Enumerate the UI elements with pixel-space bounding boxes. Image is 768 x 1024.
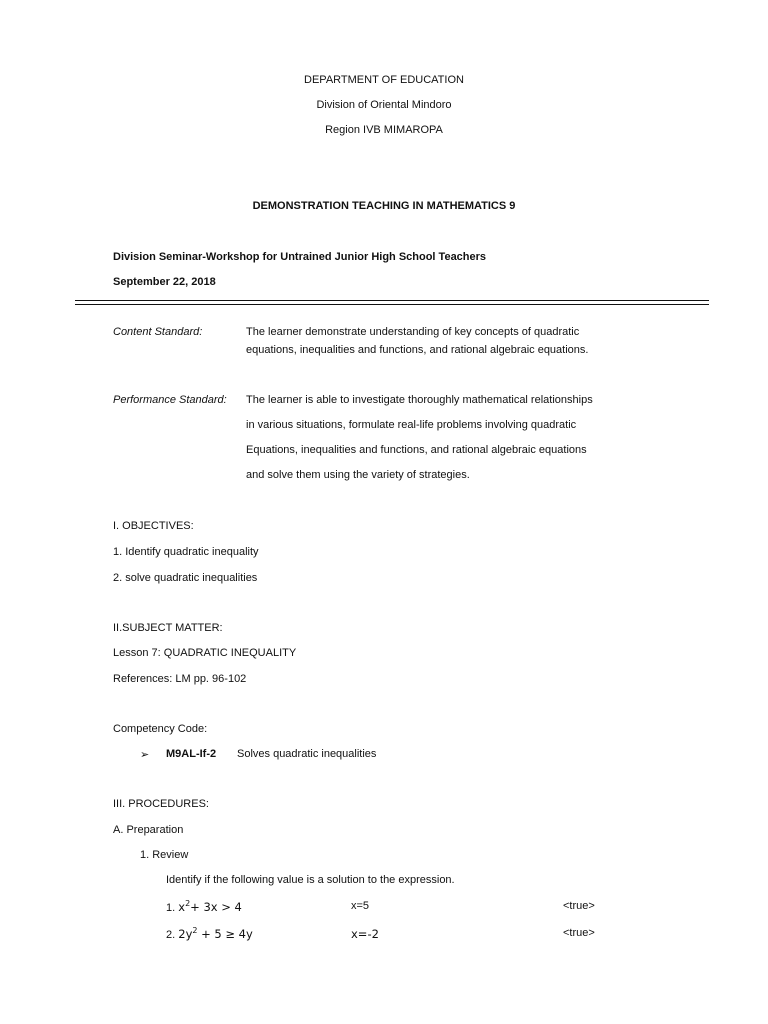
item-answer: <true> [563, 927, 595, 939]
item-value: x=-2 [351, 927, 379, 941]
item-value: x=5 [351, 900, 370, 912]
performance-standard-label: Performance Standard: [113, 394, 227, 406]
objectives-heading: I. OBJECTIVES: [113, 520, 194, 532]
objective-item: 1. Identify quadratic inequality [113, 546, 259, 558]
event-date: September 22, 2018 [113, 276, 216, 288]
performance-standard-line: The learner is able to investigate thoroughly mathematical relationships [246, 394, 593, 406]
section-preparation: A. Preparation [113, 824, 184, 836]
header-region: Region IVB MIMAROPA [325, 124, 443, 136]
review-instruction: Identify if the following value is a solution to the expression. [166, 874, 455, 886]
item-number: 1. [166, 902, 176, 914]
competency-code: M9AL-If-2 [166, 748, 217, 760]
content-standard-line: The learner demonstrate understanding of key concepts of quadratic [246, 326, 580, 338]
references: References: LM pp. 96-102 [113, 673, 247, 685]
item-expression: $2y^2 + 5 \ge 4y$ [178, 926, 253, 941]
item-number: 2. [166, 929, 176, 941]
divider-bottom [75, 304, 709, 305]
performance-standard-line: and solve them using the variety of strategies. [246, 469, 470, 481]
subject-matter-heading: II.SUBJECT MATTER: [113, 622, 223, 634]
lesson-title: Lesson 7: QUADRATIC INEQUALITY [113, 647, 297, 659]
header-division: Division of Oriental Mindoro [316, 99, 452, 111]
performance-standard-line: Equations, inequalities and functions, and rational algebraic equations [246, 444, 587, 456]
divider-top [75, 300, 709, 301]
item-expression: $x^2+ 3x > 4$ [178, 899, 242, 914]
header-department: DEPARTMENT OF EDUCATION [304, 74, 464, 86]
procedures-heading: III. PROCEDURES: [113, 798, 209, 810]
page-title: DEMONSTRATION TEACHING IN MATHEMATICS 9 [252, 200, 516, 212]
content-standard-line: equations, inequalities and functions, and rational algebraic equations. [246, 344, 589, 356]
objective-item: 2. solve quadratic inequalities [113, 572, 258, 584]
review-item [166, 927, 253, 941]
review-item [166, 900, 242, 914]
competency-text: Solves quadratic inequalities [237, 748, 377, 760]
event-name: Division Seminar-Workshop for Untrained Junior High School Teachers [113, 251, 487, 263]
step-review: 1. Review [140, 849, 189, 861]
bullet-arrow-icon: ➢ [140, 749, 150, 761]
content-standard-label: Content Standard: [113, 326, 203, 338]
competency-heading: Competency Code: [113, 723, 208, 735]
performance-standard-line: in various situations, formulate real-life problems involving quadratic [246, 419, 577, 431]
item-answer: <true> [563, 900, 595, 912]
